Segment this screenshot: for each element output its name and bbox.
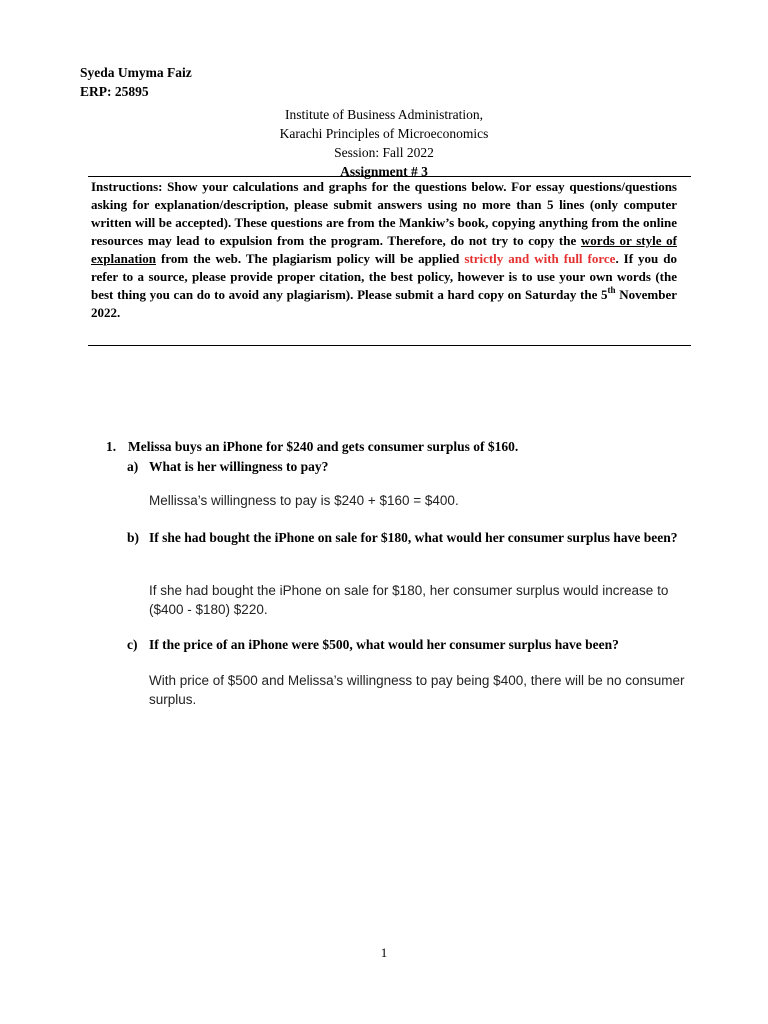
part-b-answer: If she had bought the iPhone on sale for $180, her consumer surplus would increase to ($400 - $180) $220. [149,583,669,617]
author-name: Syeda Umyma Faiz [80,65,192,80]
part-a-answer: Mellissa’s willingness to pay is $240 + $160 = $400. [149,493,459,508]
instructions-block [91,178,677,322]
erp-number: ERP: 25895 [80,84,149,99]
part-c-label: c) [127,637,138,652]
page-number: 1 [380,945,388,960]
instructions-text-4: November 2022. [91,287,677,320]
part-b-label: b) [127,530,140,545]
part-b-question: If she had bought the iPhone on sale for $180, what would her consumer surplus have been? [149,530,678,545]
instructions-text-2: from the web. The plagiarism policy will be applied [156,251,465,266]
instructions-underlined: words or style of explanation [91,233,677,266]
part-a-question: What is her willingness to pay? [149,459,329,474]
question-number: 1. [106,439,117,454]
part-a-label: a) [127,459,139,474]
part-c-question: If the price of an iPhone were $500, what would her consumer surplus have been? [149,637,619,652]
institute-name: Institute of Business Administration, [285,107,483,122]
instructions-text-3: . If you do refer to a source, please provide proper citation, the best policy, however is to use your own words (the best thing you can do to avoid any plagiarism). Please submit a hard copy on Saturday the 5 [91,251,677,302]
bottom-divider [88,345,691,346]
question-text: Melissa buys an iPhone for $240 and gets consumer surplus of $160. [128,439,519,454]
top-divider [88,176,691,177]
instructions-highlight: strictly and with full force [464,251,616,266]
session-label: Session: Fall 2022 [334,145,434,160]
part-c-answer: With price of $500 and Melissa’s willingness to pay being $400, there will be no consumer surplus. [149,673,685,707]
assignment-title: Assignment # 3 [340,164,428,179]
document-header [0,105,768,181]
author-block [80,63,192,101]
course-name: Karachi Principles of Microeconomics [279,126,489,141]
instructions-superscript: th [607,285,616,295]
instructions-text-1: Instructions: Show your calculations and graphs for the questions below. For essay questions/questions asking for explanation/description, please submit answers using no more than 5 lines (only computer written will be accepted). These questions are from the Mankiw’s book, copying anything from the online resources may lead to expulsion from the program. Therefore, do not try to copy the [91,179,677,248]
